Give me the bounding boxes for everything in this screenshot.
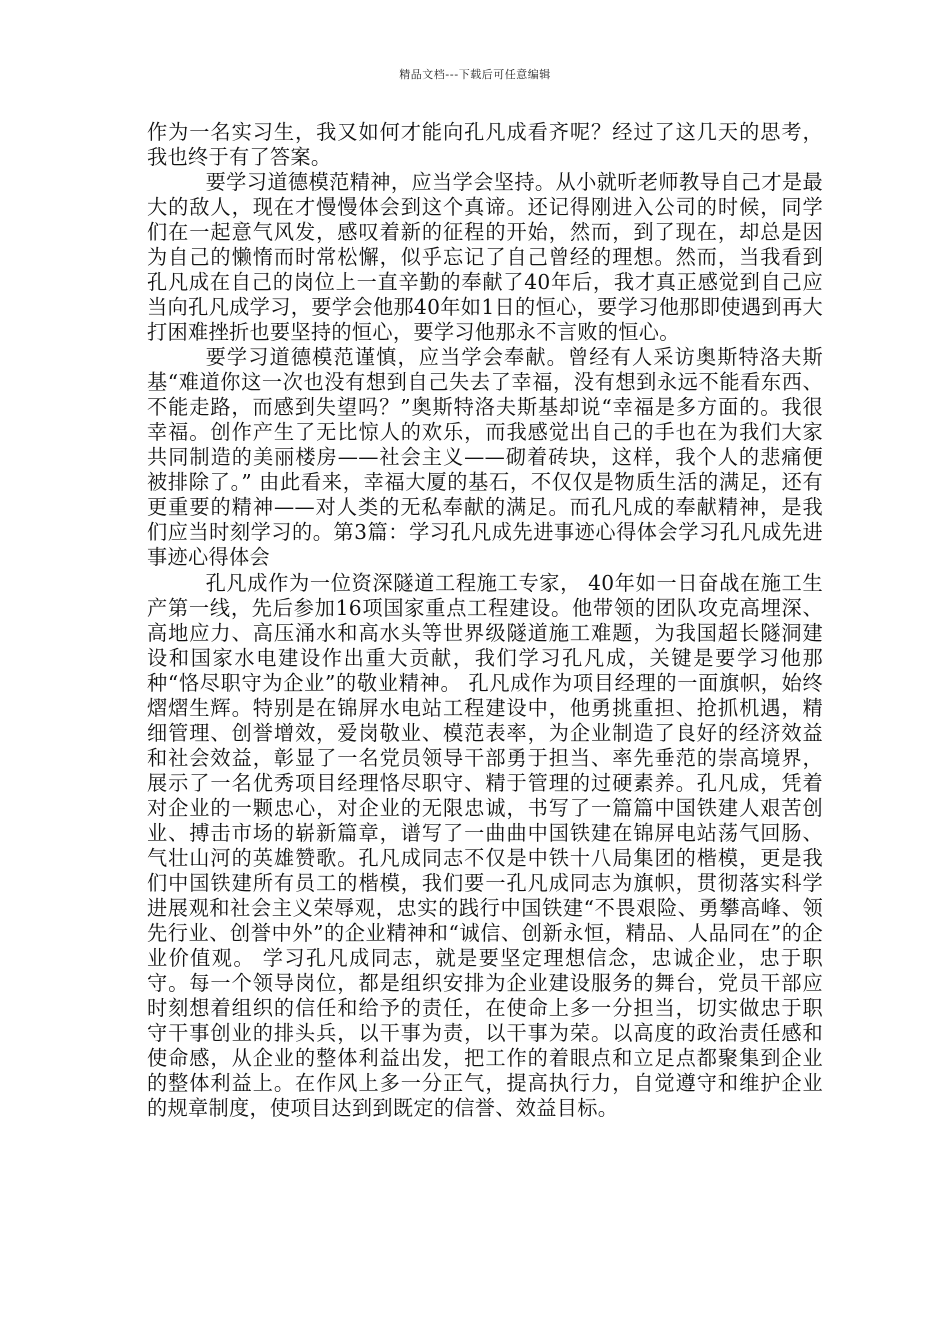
- paragraph-2: 要学习道德模范精神，应当学会坚持。从小就听老师教导自己才是最大的敌人，现在才慢慢体会到这个真谛。还记得刚进入公司的时候，同学们在一起意气风发，感叹着新的征程的开始，然而，到了现在，却总是因为自己的懒惰而时常松懈，似乎忘记了自己曾经的理想。然而，当我看到孔凡成在自己的岗位上一直辛勤的奉献了40年后，我才真正感觉到自己应当向孔凡成学习，要学会他那40年如1日的恒心，要学习他那即使遇到再大打困难挫折也要坚持的恒心，要学习他那永不言败的恒心。: [147, 170, 823, 344]
- paragraph-3: 要学习道德模范谨慎，应当学会奉献。曾经有人采访奥斯特洛夫斯基“难道你这一次也没有想到自己失去了幸福，没有想到永远不能看东西、不能走路，而感到失望吗？”奥斯特洛夫斯基却说“幸福是多方面的。我很幸福。创作产生了无比惊人的欢乐，而我感觉出自己的手也在为我们大家共同制造的美丽楼房——社会主义——砌着砖块，这样，我个人的悲痛便被排除了。” 由此看来，幸福大厦的基石，不仅仅是物质生活的满足，还有更重要的精神——对人类的无私奉献的满足。而孔凡成的奉献精神，是我们应当时刻学习的。第3篇：学习孔凡成先进事迹心得体会学习孔凡成先进事迹心得体会: [147, 345, 823, 569]
- page-header: 精品文档---下载后可任意编辑: [399, 68, 551, 81]
- paragraph-4: 孔凡成作为一位资深隧道工程施工专家， 40年如一日奋战在施工生产第一线，先后参加16项国家重点工程建设。他带领的团队攻克高埋深、高地应力、高压涌水和高水头等世界级隧道施工难题，为我国超长隧洞建设和国家水电建设作出重大贡献，我们学习孔凡成，关键是要学习他那种“恪尽职守为企业”的敬业精神。 孔凡成作为项目经理的一面旗帜，始终熠熠生辉。特别是在锦屏水电站工程建设中，他勇挑重担、抢抓机遇，精细管理、创誉增效，爱岗敬业、模范表率，为企业制造了良好的经济效益和社会效益，彰显了一名党员领导干部勇于担当、率先垂范的崇高境界，展示了一名优秀项目经理恪尽职守、精于管理的过硬素养。孔凡成，凭着对企业的一颗忠心，对企业的无限忠诚，书写了一篇篇中国铁建人艰苦创业、搏击市场的崭新篇章，谱写了一曲曲中国铁建在锦屏电站荡气回肠、气壮山河的英雄赞歌。孔凡成同志不仅是中铁十八局集团的楷模，更是我们中国铁建所有员工的楷模，我们要一孔凡成同志为旗帜，贯彻落实科学进展观和社会主义荣辱观，忠实的践行中国铁建“不畏艰险、勇攀高峰、领先行业、创誉中外”的企业精神和“诚信、创新永恒，精品、人品同在”的企业价值观。 学习孔凡成同志，就是要坚定理想信念，忠诚企业，忠于职守。每一个领导岗位，都是组织安排为企业建设服务的舞台，党员干部应时刻想着组织的信任和给予的责任，在使命上多一分担当，切实做忠于职守干事创业的排头兵，以干事为责，以干事为荣。以高度的政治责任感和使命感，从企业的整体利益出发，把工作的着眼点和立足点都聚集到企业的整体利益上。在作风上多一分正气，提高执行力，自觉遵守和维护企业的规章制度，使项目达到到既定的信誉、效益目标。: [147, 571, 823, 1120]
- document-body: [147, 120, 823, 1121]
- paragraph-1: 作为一名实习生，我又如何才能向孔凡成看齐呢？经过了这几天的思考，我也终于有了答案。: [147, 120, 823, 169]
